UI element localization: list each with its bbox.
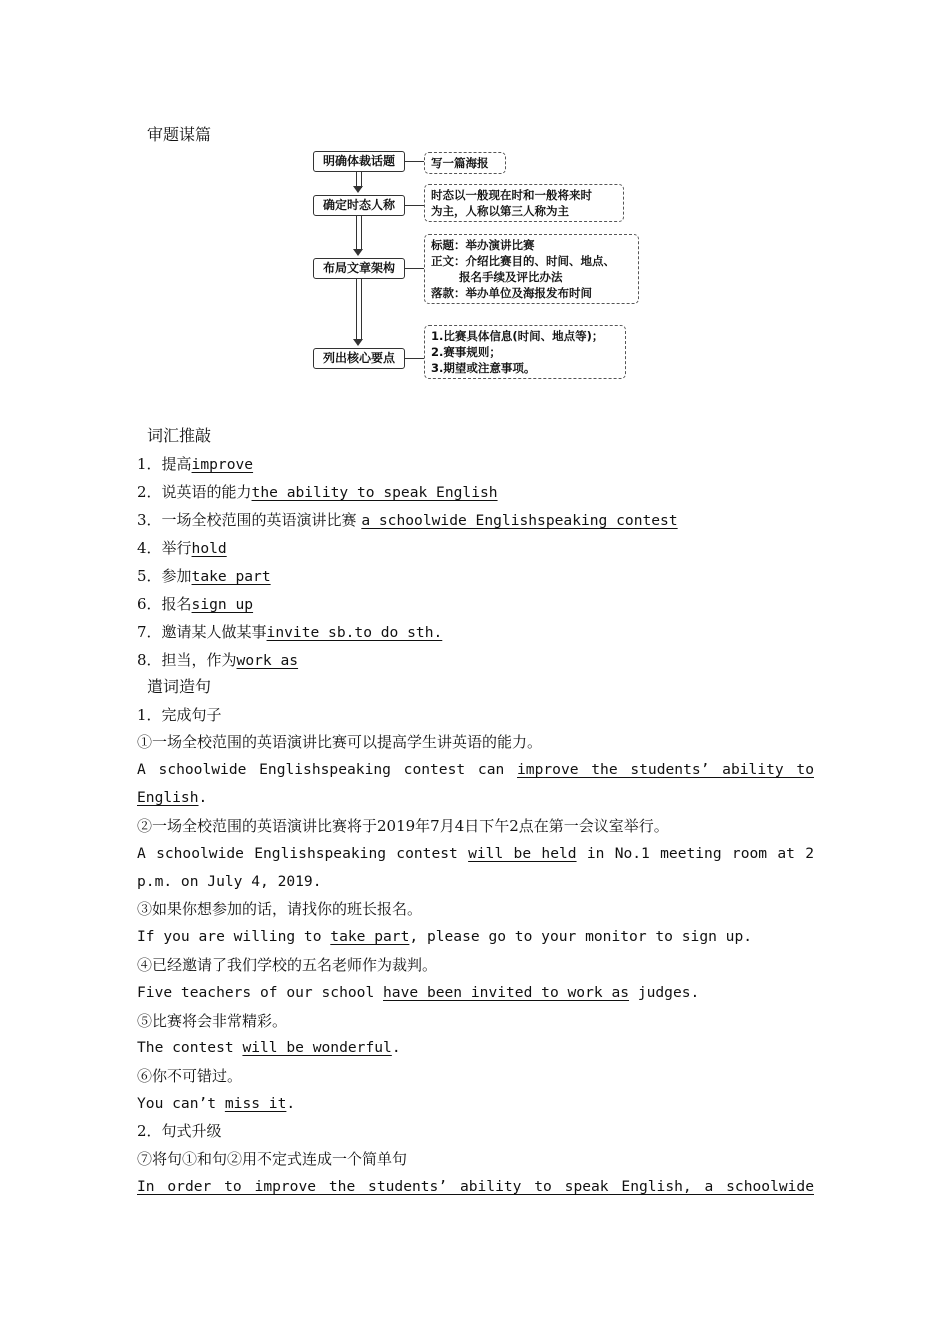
note-line: 落款：举办单位及海报发布时间: [431, 286, 592, 300]
sentence-prompt: ④已经邀请了我们学校的五名老师作为裁判。: [137, 956, 438, 974]
sentence-answer-line: [137, 927, 814, 947]
sentence-answer: In order to improve the students’ ability to speak English, a schoolwide: [137, 1178, 814, 1195]
vocab-cn: 7．邀请某人做某事: [137, 623, 267, 641]
vocab-item: [137, 650, 814, 671]
note-line: 写一篇海报: [431, 156, 489, 170]
sentence-text: A schoolwide Englishspeaking contest can: [137, 761, 518, 778]
vocab-cn: 1．提高: [137, 455, 192, 473]
section-title-sentences: 遣词造句: [147, 677, 212, 696]
vocab-answer: invite sb.to do sth.: [266, 624, 443, 641]
flow-arrow: [356, 216, 362, 250]
vocab-answer: hold: [191, 540, 227, 557]
part-title: 1．完成句子: [137, 706, 222, 724]
flow-arrow-head: [353, 186, 363, 193]
vocab-item: [137, 482, 814, 503]
note-line: 1.比赛具体信息(时间、地点等)；: [431, 329, 604, 343]
sentence-text: If you are willing to: [137, 928, 331, 945]
part-title: 2．句式升级: [137, 1122, 222, 1140]
sentence-text: Five teachers of our school: [137, 984, 384, 1001]
flow-note-tense: [424, 184, 624, 222]
sentence-text: , please go to your monitor to sign up.: [409, 928, 753, 945]
flow-connector: [404, 358, 424, 359]
sentence-text: in No.1 meeting room at 2: [576, 845, 814, 862]
sentence-answer: improve the students’ ability to: [517, 761, 814, 778]
vocab-answer: work as: [236, 652, 299, 669]
sentence-text: .: [286, 1095, 296, 1112]
vocab-cn: 4．举行: [137, 539, 192, 557]
vocab-item: [137, 538, 814, 559]
sentence-answer: take part: [330, 928, 410, 945]
flow-arrow-head: [353, 249, 363, 256]
vocab-cn: 3．一场全校范围的英语演讲比赛: [137, 511, 362, 529]
sentence-text: .: [391, 1039, 401, 1056]
flow-step-points: 列出核心要点: [313, 348, 405, 369]
sentence-answer-line: [137, 1038, 814, 1058]
sentence-answer: will be wonderful: [242, 1039, 392, 1056]
vocab-cn: 2．说英语的能力: [137, 483, 252, 501]
vocab-item: [137, 510, 814, 531]
vocab-answer: improve: [191, 456, 254, 473]
sentence-answer: have been invited to work as: [383, 984, 630, 1001]
flow-note-genre: [424, 152, 506, 174]
sentence-prompt: ①一场全校范围的英语演讲比赛可以提高学生讲英语的能力。: [137, 733, 543, 751]
sentence-answer-line: [137, 760, 814, 780]
flow-connector: [404, 205, 424, 206]
vocab-cn: 5．参加: [137, 567, 192, 585]
vocab-cn: 6．报名: [137, 595, 192, 613]
sentence-answer-line: [137, 844, 814, 864]
flow-arrow-head: [353, 339, 363, 346]
vocab-item: [137, 622, 814, 643]
vocab-item: [137, 454, 814, 475]
flow-step-genre: 明确体裁话题: [313, 151, 405, 172]
sentence-text: .: [198, 789, 208, 806]
sentence-text: judges.: [629, 984, 700, 1001]
note-line: 2.赛事规则；: [431, 345, 501, 359]
sentence-answer: will be held: [468, 845, 577, 862]
sentence-answer: miss it: [224, 1095, 287, 1112]
sentence-answer: English: [137, 789, 199, 806]
flow-note-structure: [424, 234, 639, 304]
sentence-text: A schoolwide Englishspeaking contest: [137, 845, 469, 862]
sentence-prompt: ⑤比赛将会非常精彩。: [137, 1012, 288, 1030]
flow-note-points: [424, 325, 626, 379]
section-title-vocab: 词汇推敲: [147, 426, 212, 445]
note-line: 时态以一般现在时和一般将来时: [431, 188, 592, 202]
vocab-answer: sign up: [191, 596, 254, 613]
sentence-prompt: ③如果你想参加的话，请找你的班长报名。: [137, 900, 423, 918]
sentence-prompt: ⑦将句①和句②用不定式连成一个简单句: [137, 1150, 408, 1168]
vocab-answer: take part: [191, 568, 271, 585]
sentence-prompt: ②一场全校范围的英语演讲比赛将于2019年7月4日下午2点在第一会议室举行。: [137, 817, 669, 835]
flow-step-tense: 确定时态人称: [313, 195, 405, 216]
sentence-text: The contest: [137, 1039, 243, 1056]
note-line: 标题：举办演讲比赛: [431, 238, 535, 252]
sentence-answer-line: [137, 1094, 814, 1114]
vocab-item: [137, 566, 814, 587]
sentence-text: You can’t: [137, 1095, 225, 1112]
note-line: 3.期望或注意事项。: [431, 361, 536, 375]
note-line: 报名手续及评比办法: [459, 270, 563, 284]
flow-connector: [404, 268, 424, 269]
vocab-cn: 8．担当，作为: [137, 651, 237, 669]
sentence-prompt: ⑥你不可错过。: [137, 1067, 243, 1085]
flow-step-structure: 布局文章架构: [313, 258, 405, 279]
sentence-answer-line: [137, 788, 814, 808]
note-line: 为主，人称以第三人称为主: [431, 204, 569, 218]
vocab-item: [137, 594, 814, 615]
flow-connector: [404, 161, 424, 162]
planning-flowchart: [300, 145, 650, 400]
vocab-answer: the ability to speak English: [251, 484, 498, 501]
section-title-planning: 审题谋篇: [147, 125, 212, 144]
note-line: 正文：介绍比赛目的、时间、地点、: [431, 254, 615, 268]
sentence-answer-line: [137, 983, 814, 1003]
sentence-answer-line: p.m. on July 4, 2019.: [137, 873, 322, 890]
vocab-answer: a schoolwide Englishspeaking contest: [361, 512, 678, 529]
flow-arrow: [356, 279, 362, 340]
